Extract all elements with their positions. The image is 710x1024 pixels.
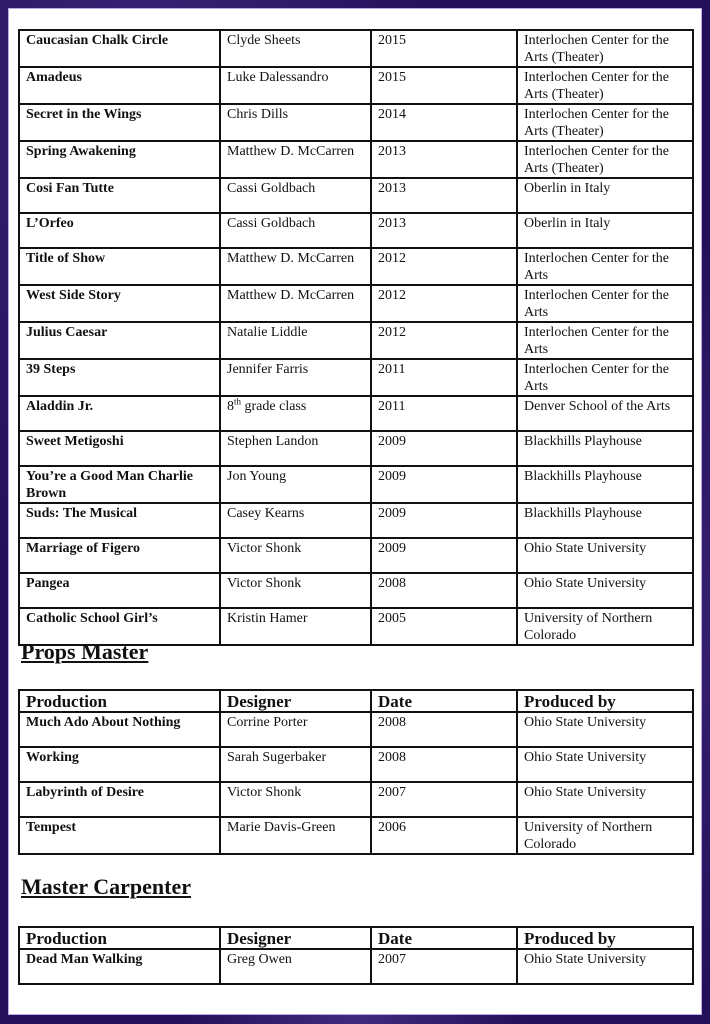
production-cell: Marriage of Figero: [19, 538, 220, 573]
table-row: [19, 538, 693, 573]
production-cell: Title of Show: [19, 248, 220, 285]
produced-by-cell: Ohio State University: [517, 538, 693, 573]
production-cell: L’Orfeo: [19, 213, 220, 248]
date-cell: 2013: [371, 213, 517, 248]
production-cell: Catholic School Girl’s: [19, 608, 220, 645]
column-header-designer: Designer: [220, 927, 371, 949]
produced-by-cell: Interlochen Center for the Arts (Theater): [517, 141, 693, 178]
designer-text: grade class: [241, 399, 307, 414]
table-header-row: [19, 927, 693, 949]
designer-cell: Matthew D. McCarren: [220, 141, 371, 178]
props-master-heading: Props Master: [21, 639, 149, 664]
table-row: [19, 104, 693, 141]
production-cell: Cosi Fan Tutte: [19, 178, 220, 213]
design-credits-table: [18, 29, 694, 646]
document-page: [9, 9, 701, 1014]
designer-cell: Chris Dills: [220, 104, 371, 141]
date-cell: 2012: [371, 248, 517, 285]
date-cell: 2007: [371, 949, 517, 984]
production-cell: Amadeus: [19, 67, 220, 104]
production-cell: Spring Awakening: [19, 141, 220, 178]
produced-by-cell: Ohio State University: [517, 782, 693, 817]
production-cell: Sweet Metigoshi: [19, 431, 220, 466]
table-row: [19, 359, 693, 396]
produced-by-cell: University of Northern Colorado: [517, 608, 693, 645]
date-cell: 2011: [371, 359, 517, 396]
props-master-table: [18, 689, 694, 855]
date-cell: 2008: [371, 747, 517, 782]
designer-cell: Jennifer Farris: [220, 359, 371, 396]
produced-by-cell: Oberlin in Italy: [517, 178, 693, 213]
table-row: [19, 178, 693, 213]
date-cell: 2008: [371, 573, 517, 608]
designer-cell: Cassi Goldbach: [220, 213, 371, 248]
production-cell: Labyrinth of Desire: [19, 782, 220, 817]
produced-by-cell: Ohio State University: [517, 747, 693, 782]
table-row: [19, 322, 693, 359]
table-row: [19, 141, 693, 178]
production-cell: Aladdin Jr.: [19, 396, 220, 431]
column-header-produced-by: Produced by: [517, 927, 693, 949]
date-cell: 2009: [371, 503, 517, 538]
date-cell: 2014: [371, 104, 517, 141]
designer-cell: Kristin Hamer: [220, 608, 371, 645]
date-cell: 2009: [371, 538, 517, 573]
produced-by-cell: Interlochen Center for the Arts (Theater): [517, 104, 693, 141]
produced-by-cell: Interlochen Center for the Arts: [517, 285, 693, 322]
date-cell: 2013: [371, 178, 517, 213]
table-row: [19, 431, 693, 466]
designer-cell: Marie Davis-Green: [220, 817, 371, 854]
date-cell: 2007: [371, 782, 517, 817]
column-header-production: Production: [19, 927, 220, 949]
designer-cell: [220, 396, 371, 431]
date-cell: 2012: [371, 322, 517, 359]
table-row: [19, 466, 693, 503]
production-cell: 39 Steps: [19, 359, 220, 396]
table-row: [19, 747, 693, 782]
date-cell: 2013: [371, 141, 517, 178]
table-row: [19, 248, 693, 285]
designer-cell: Matthew D. McCarren: [220, 248, 371, 285]
date-cell: 2006: [371, 817, 517, 854]
produced-by-cell: Interlochen Center for the Arts: [517, 322, 693, 359]
column-header-produced-by: Produced by: [517, 690, 693, 712]
master-carpenter-heading: Master Carpenter: [21, 874, 192, 899]
production-cell: Pangea: [19, 573, 220, 608]
table-row: [19, 285, 693, 322]
produced-by-cell: Interlochen Center for the Arts (Theater): [517, 67, 693, 104]
produced-by-cell: Blackhills Playhouse: [517, 431, 693, 466]
designer-cell: Sarah Sugerbaker: [220, 747, 371, 782]
table-row: [19, 396, 693, 431]
designer-ordinal-suffix: th: [234, 396, 242, 407]
production-cell: Secret in the Wings: [19, 104, 220, 141]
table-row: [19, 30, 693, 67]
table-row: [19, 782, 693, 817]
table-row: [19, 817, 693, 854]
master-carpenter-table: [18, 926, 694, 985]
designer-cell: Natalie Liddle: [220, 322, 371, 359]
table-row: [19, 213, 693, 248]
produced-by-cell: Interlochen Center for the Arts: [517, 359, 693, 396]
produced-by-cell: Ohio State University: [517, 712, 693, 747]
designer-cell: Stephen Landon: [220, 431, 371, 466]
date-cell: 2009: [371, 431, 517, 466]
date-cell: 2008: [371, 712, 517, 747]
date-cell: 2011: [371, 396, 517, 431]
column-header-production: Production: [19, 690, 220, 712]
production-cell: Working: [19, 747, 220, 782]
designer-cell: Victor Shonk: [220, 538, 371, 573]
production-cell: Suds: The Musical: [19, 503, 220, 538]
designer-cell: Corrine Porter: [220, 712, 371, 747]
column-header-designer: Designer: [220, 690, 371, 712]
designer-ordinal: 8: [227, 399, 234, 414]
production-cell: Julius Caesar: [19, 322, 220, 359]
designer-cell: Greg Owen: [220, 949, 371, 984]
date-cell: 2005: [371, 608, 517, 645]
produced-by-cell: Ohio State University: [517, 949, 693, 984]
date-cell: 2009: [371, 466, 517, 503]
production-cell: Much Ado About Nothing: [19, 712, 220, 747]
designer-cell: Cassi Goldbach: [220, 178, 371, 213]
produced-by-cell: Oberlin in Italy: [517, 213, 693, 248]
designer-cell: Clyde Sheets: [220, 30, 371, 67]
table-row: [19, 67, 693, 104]
production-cell: Tempest: [19, 817, 220, 854]
date-cell: 2015: [371, 30, 517, 67]
produced-by-cell: University of Northern Colorado: [517, 817, 693, 854]
production-cell: West Side Story: [19, 285, 220, 322]
produced-by-cell: Blackhills Playhouse: [517, 466, 693, 503]
production-cell: You’re a Good Man Charlie Brown: [19, 466, 220, 503]
designer-cell: Luke Dalessandro: [220, 67, 371, 104]
table-row: [19, 573, 693, 608]
produced-by-cell: Interlochen Center for the Arts (Theater): [517, 30, 693, 67]
produced-by-cell: Ohio State University: [517, 573, 693, 608]
designer-cell: Matthew D. McCarren: [220, 285, 371, 322]
produced-by-cell: Interlochen Center for the Arts: [517, 248, 693, 285]
designer-cell: Jon Young: [220, 466, 371, 503]
produced-by-cell: Blackhills Playhouse: [517, 503, 693, 538]
designer-cell: Victor Shonk: [220, 782, 371, 817]
table-header-row: [19, 690, 693, 712]
table-row: [19, 503, 693, 538]
designer-cell: Casey Kearns: [220, 503, 371, 538]
designer-cell: Victor Shonk: [220, 573, 371, 608]
produced-by-cell: Denver School of the Arts: [517, 396, 693, 431]
column-header-date: Date: [371, 690, 517, 712]
table-row: [19, 949, 693, 984]
table-row: [19, 712, 693, 747]
date-cell: 2012: [371, 285, 517, 322]
production-cell: Dead Man Walking: [19, 949, 220, 984]
date-cell: 2015: [371, 67, 517, 104]
column-header-date: Date: [371, 927, 517, 949]
production-cell: Caucasian Chalk Circle: [19, 30, 220, 67]
